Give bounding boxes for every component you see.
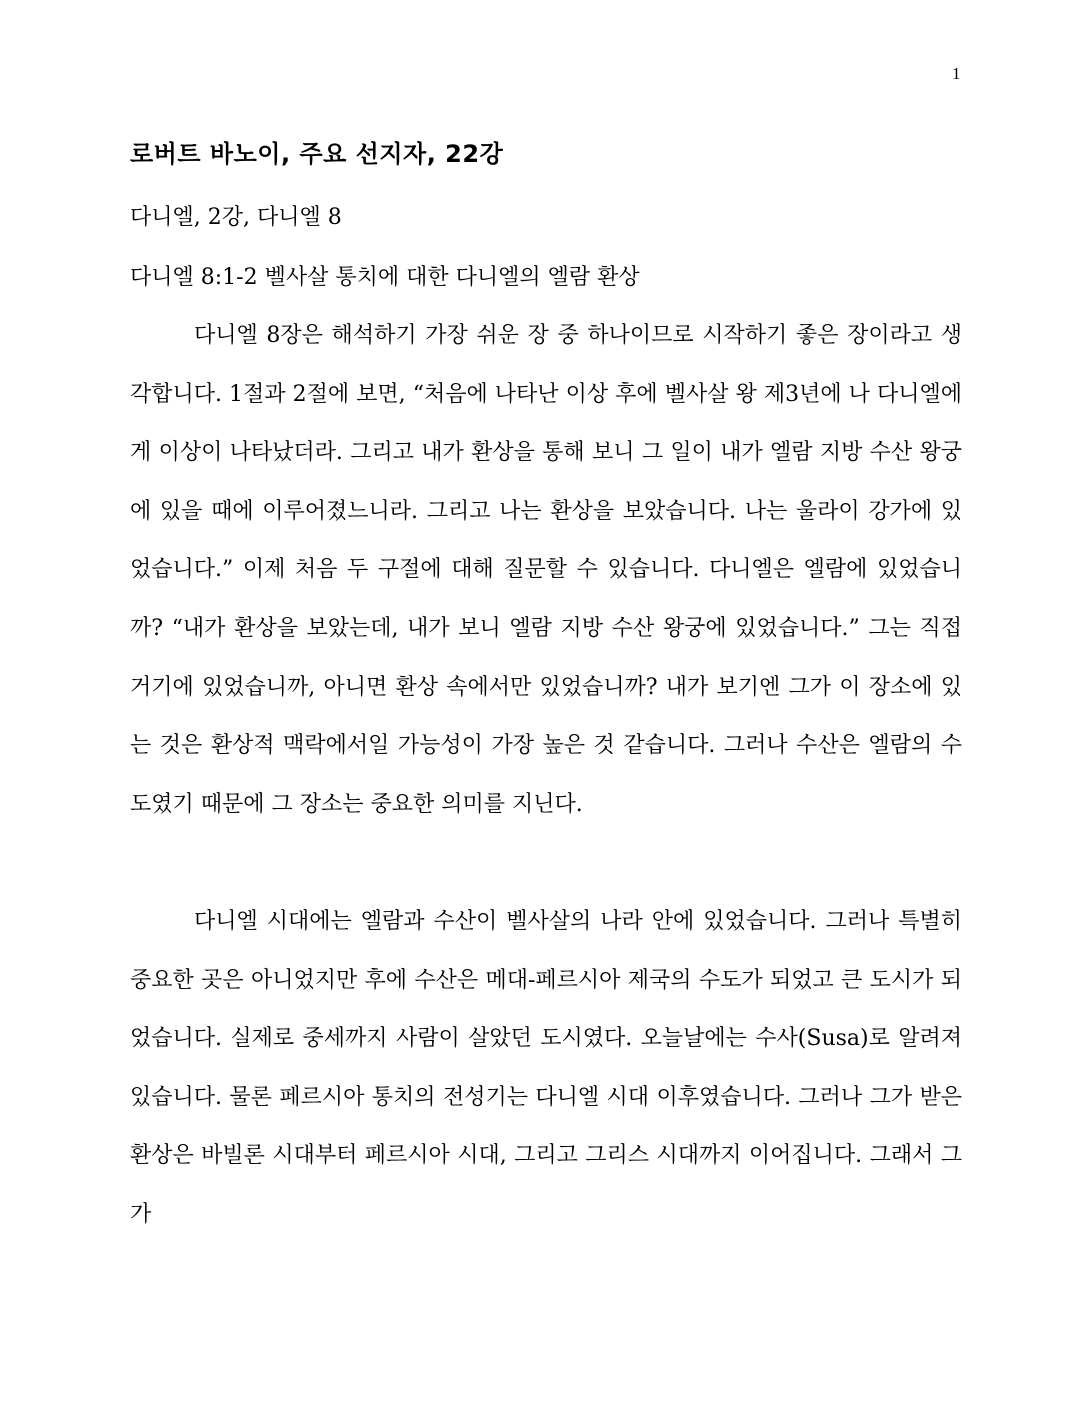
section-heading: 다니엘 8:1-2 벨사살 통치에 대한 다니엘의 엘람 환상 (130, 265, 640, 290)
document-title: 로버트 바노이, 주요 선지자, 22강 (130, 140, 504, 168)
body-paragraph: 다니엘 8장은 해석하기 가장 쉬운 장 중 하나이므로 시작하기 좋은 장이라고 생각합니다. 1절과 2절에 보면, “처음에 나타난 이상 후에 벨사살 왕 제3년에 나 다니엘에게 이상이 나타났더라. 그리고 내가 환상을 통해 보니 그 일이 내가 엘람 지방 수산 왕궁에 있을 때에 이루어졌느니라. 그리고 나는 환상을 보았습니다. 나는 울라이 강가에 있었습니다.” 이제 처음 두 구절에 대해 질문할 수 있습니다. 다니엘은 엘람에 있었습니까? “내가 환상을 보았는데, 내가 보니 엘람 지방 수산 왕궁에 있었습니다.” 그는 직접 거기에 있었습니까, 아니면 환상 속에서만 있었습니까? 내가 보기엔 그가 이 장소에 있는 것은 환상적 맥락에서일 가능성이 가장 높은 것 같습니다. 그러나 수산은 엘람의 수도였기 때문에 그 장소는 중요한 의미를 지닌다. (130, 323, 962, 817)
page-number: 1 (952, 64, 961, 83)
body-paragraph: 다니엘 시대에는 엘람과 수산이 벨사살의 나라 안에 있었습니다. 그러나 특별히 중요한 곳은 아니었지만 후에 수산은 메대-페르시아 제국의 수도가 되었고 큰 도시가 되었습니다. 실제로 중세까지 사람이 살았던 도시였다. 오늘날에는 수사(Susa)로 알려져 있습니다. 물론 페르시아 통치의 전성기는 다니엘 시대 이후였습니다. 그러나 그가 받은 환상은 바빌론 시대부터 페르시아 시대, 그리고 그리스 시대까지 이어집니다. 그래서 그가 (130, 909, 962, 1227)
lecture-subtitle: 다니엘, 2강, 다니엘 8 (130, 205, 342, 230)
